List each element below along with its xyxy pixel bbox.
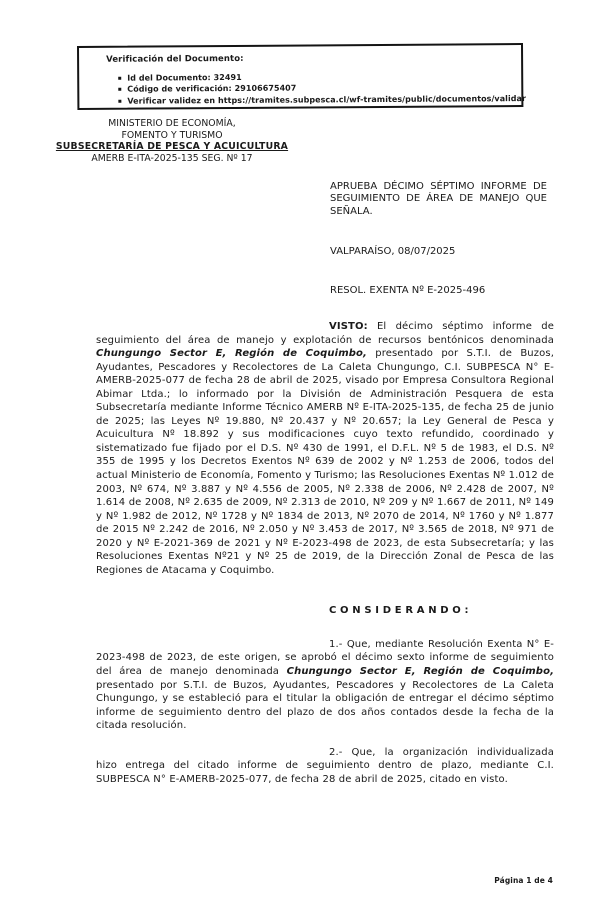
verification-box <box>77 43 526 110</box>
considerando-heading: C O N S I D E R A N D O : <box>329 605 469 617</box>
verification-item-document-id: Id del Documento: 32491 <box>117 70 513 84</box>
page-number-indicator: Página 1 de 4 <box>494 876 553 885</box>
resolution-number: RESOL. EXENTA Nº E-2025-496 <box>330 285 486 297</box>
verification-item-code: Código de verificación: 29106675407 <box>117 82 513 96</box>
document-body <box>96 320 554 786</box>
verification-item-url: Verificar validez en https://tramites.subpesca.cl/wf-tramites/public/documentos/validar <box>117 93 513 107</box>
resolution-subject: APRUEBA DÉCIMO SÉPTIMO INFORME DE SEGUIMIENTO DE ÁREA DE MANEJO QUE SEÑALA. <box>330 181 547 217</box>
letterhead <box>28 118 316 165</box>
ministry-line-2: FOMENTO Y TURISMO <box>121 129 223 141</box>
consideration-2-paragraph: 2.- Que, la organización individualizada hizo entrega del citado informe de seguimiento dentro de plazo, mediante C.I. SUBPESCA N° E-AMERB-2025-077, de fecha 28 de abril de 2025, citado en visto. <box>96 746 554 785</box>
subsecretaria-title: SUBSECRETARÍA DE PESCA Y ACUICULTURA <box>55 141 289 153</box>
place-and-date: VALPARAÍSO, 08/07/2025 <box>330 245 456 257</box>
subject-block <box>330 181 547 297</box>
consideration-1-paragraph: 1.- Que, mediante Resolución Exenta N° E-2023-498 de 2023, de este origen, se aprobó el décimo sexto informe de seguimiento del área de manejo denominada Chungungo Sector E, Región de Coquimbo, presentado por S.T.I. de Buzos, Ayudantes, Pescadores y Recolectores de La Caleta Chungungo, y se estableció para el titular la obligación de entregar el décimo séptimo informe de seguimiento dentro del plazo de dos años contados desde la fecha de la citada resolución. <box>96 638 554 732</box>
verification-list <box>117 70 526 107</box>
verification-title: Verificación del Documento: <box>106 53 244 65</box>
visto-paragraph: VISTO: El décimo séptimo informe de seguimiento del área de manejo y explotación de recursos bentónicos denominada Chungungo Sector E, Región de Coquimbo, presentado por S.T.I. de Buzos, Ayudantes, Pescadores y Recolectores de La Caleta Chungungo, C.I. SUBPESCA N° E-AMERB-2025-077 de fecha 28 de abril de 2025, visado por Empresa Consultora Regional Abimar Ltda.; lo informado por la División de Administración Pesquera de esta Subsecretaría mediante Informe Técnico AMERB Nº E-ITA-2025-135, de fecha 25 de junio de 2025; las Leyes Nº 19.880, Nº 20.437 y Nº 20.657; la Ley General de Pesca y Acuicultura Nº 18.892 y sus modificaciones cuyo texto refundido, coordinado y sistematizado fue fijado por el D.S. Nº 430 de 1991, el D.F.L. Nº 5 de 1983, el D.S. Nº 355 de 1995 y los Decretos Exentos Nº 639 de 2002 y Nº 1.253 de 2006, todos del actual Ministerio de Economía, Fomento y Turismo; las Resoluciones Exentas Nº 1.012 de 2003, Nº 674, Nº 3.887 y Nº 4.556 de 2005, Nº 2.338 de 2006, Nº 2.428 de 2007, Nº 1.614 de 2008, Nº 2.635 de 2009, Nº 2.313 de 2010, Nº 209 y Nº 1.667 de 2011, Nº 149 y Nº 1.982 de 2012, Nº 1728 y Nº 1834 de 2013, Nº 2070 de 2014, Nº 1760 y Nº 1.877 de 2015 Nº 2.242 de 2016, Nº 2.050 y Nº 3.453 de 2017, Nº 3.565 de 2018, Nº 971 de 2020 y Nº E-2021-369 de 2021 y Nº E-2023-498 de 2023, de esta Subsecretaría; y las Resoluciones Exentas Nº21 y Nº 25 de 2019, de la Dirección Zonal de Pesca de las Regiones de Atacama y Coquimbo. <box>96 321 554 576</box>
ministry-line-1: MINISTERIO DE ECONOMÍA, <box>108 118 236 129</box>
amerb-reference: AMERB E-ITA-2025-135 SEG. Nº 17 <box>91 153 253 165</box>
